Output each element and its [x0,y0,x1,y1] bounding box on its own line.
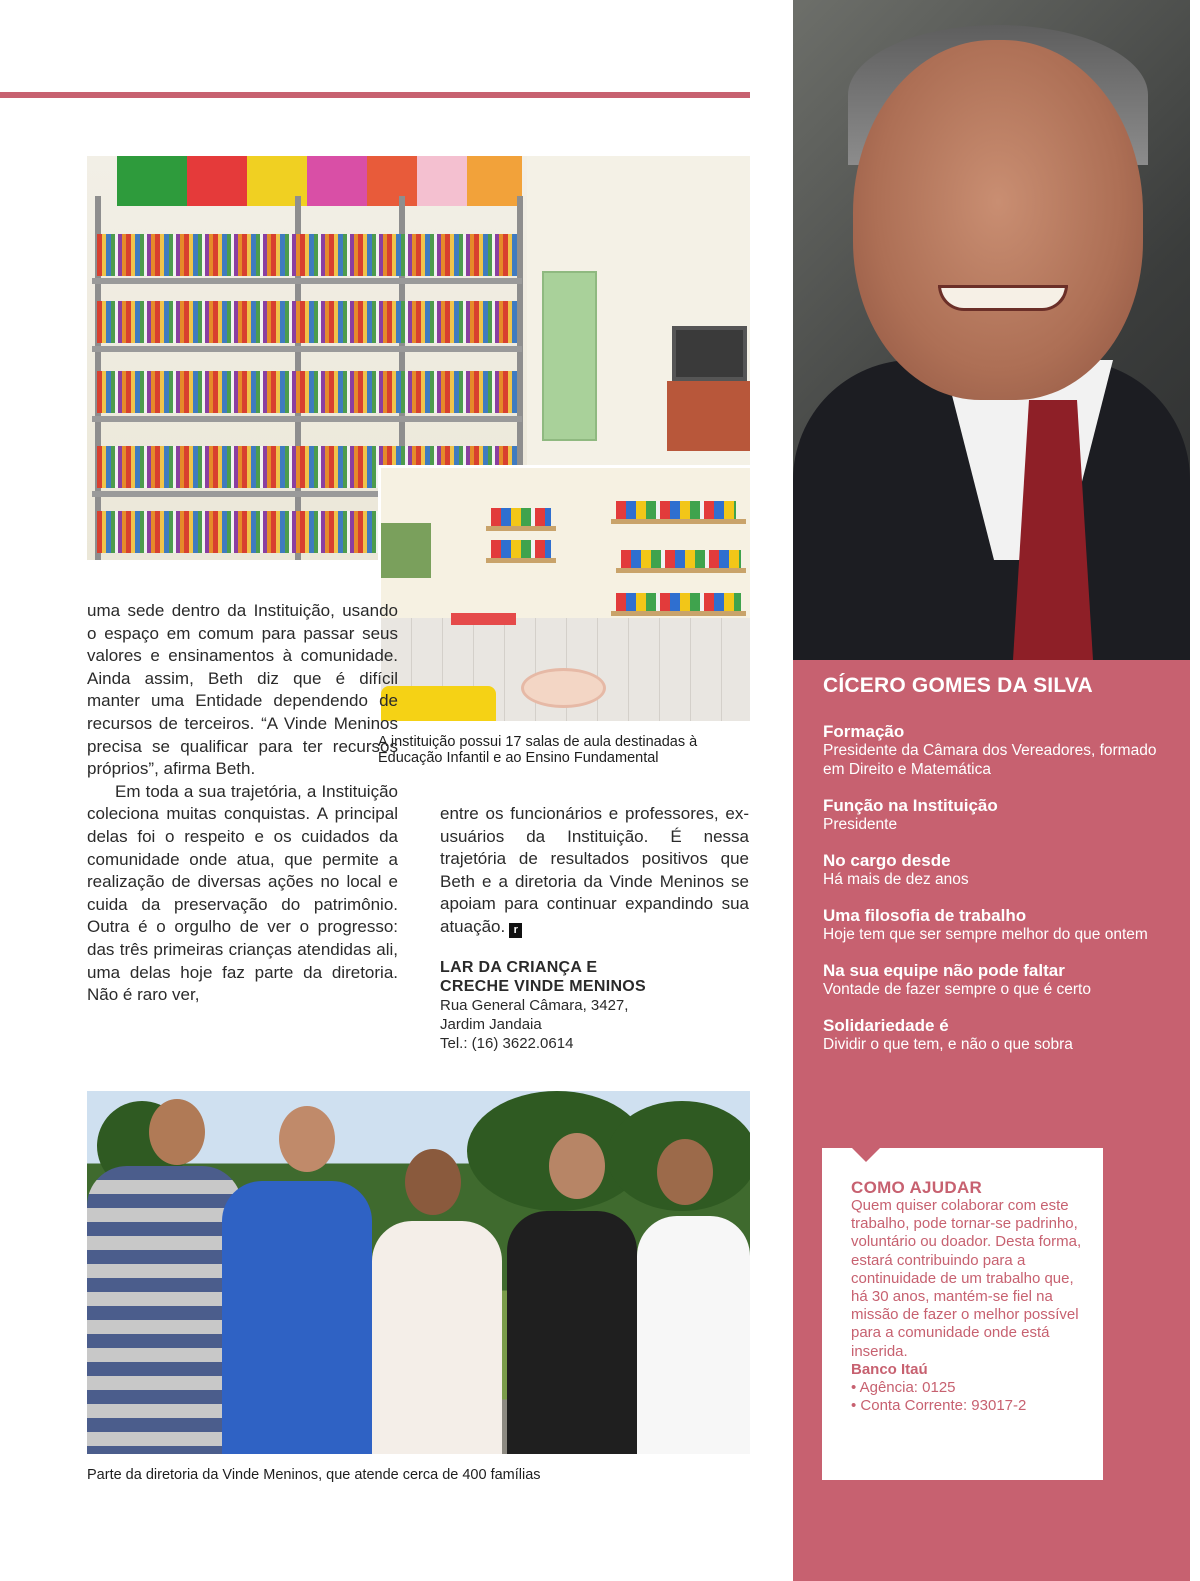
bank-account: • Conta Corrente: 93017-2 [851,1397,1027,1415]
classroom-shelf [611,519,746,524]
library-shelf [92,416,522,422]
institution-name: CRECHE VINDE MENINOS [440,978,647,995]
classroom-caption: A instituição possui 17 salas de aula destinadas à Educação Infantil e ao Ensino Fundamental [378,734,698,766]
institution-address: Rua General Câmara, 3427, [440,997,629,1014]
profile-details [823,722,1173,1071]
bank-agency: • Agência: 0125 [851,1379,956,1397]
profile-item-value: Presidente [823,816,898,833]
profile-item [823,1016,1173,1054]
profile-item-value: Vontade de fazer sempre o que é certo [823,981,1091,998]
classroom-window [381,523,431,578]
profile-item-label: Solidariedade é [823,1016,949,1035]
portrait-photo [793,0,1190,660]
library-door [542,271,597,441]
library-books-row [97,301,517,343]
person-head [549,1133,605,1199]
library-shelf [92,278,522,284]
institution-address: Jardim Jandaia [440,1016,542,1033]
portrait-face [853,40,1143,400]
person-1 [87,1166,242,1454]
library-books-row [97,371,517,413]
end-of-article-icon: r [509,923,522,938]
profile-item-value: Hoje tem que ser sempre melhor do que ontem [823,926,1148,943]
article-column-left [87,600,398,1007]
person-5 [637,1216,750,1454]
how-to-help-title: COMO AJUDAR [851,1178,983,1197]
person-2 [222,1181,372,1454]
classroom-toys [616,593,741,611]
classroom-shelf [616,568,746,573]
profile-item-label: Na sua equipe não pode faltar [823,961,1065,980]
profile-item-value: Presidente da Câmara dos Vereadores, formado em Direito e Matemática [823,742,1157,778]
classroom-toys [491,540,551,558]
profile-item [823,722,1173,779]
person-head [657,1139,713,1205]
profile-item [823,961,1173,999]
institution-name: LAR DA CRIANÇA E [440,959,598,976]
profile-item-label: Uma filosofia de trabalho [823,906,1027,925]
article-column-right [440,803,749,939]
classroom-toys [491,508,551,526]
classroom-photo [378,465,750,721]
profile-item [823,851,1173,889]
profile-item [823,906,1173,944]
library-boxes [117,156,522,206]
board-group-photo [87,1091,750,1454]
article-paragraph: Em toda a sua trajetória, a Instituição coleciona muitas conquistas. A principal delas foi o respeito e os cuidados da comunidade onde atua, que permite a realização de diversas ações no local e cuida da preservação do patrimônio. Outra é o orgulho de ver o progresso: das três primeiras crianças atendidas ali, uma delas hoje faz parte da diretoria. Não é raro ver, [87,781,398,1005]
library-tv [672,326,747,381]
library-shelf [92,346,522,352]
callout-notch-icon [852,1148,880,1162]
person-head [149,1099,205,1165]
how-to-help-text: Quem quiser colaborar com este trabalho, pode tornar-se padrinho, voluntário ou doador. Desta forma, estará contribuindo para a continuidade de um trabalho que, há 30 anos, mantém-se fiel na missão de fazer o melhor possível para a comunidade onde está inserida. [851,1197,1082,1360]
library-books-row [97,234,517,276]
classroom-shelf [611,611,746,616]
profile-item [823,796,1173,834]
profile-item-value: Há mais de dez anos [823,871,969,888]
profile-item-label: Função na Instituição [823,796,998,815]
group-caption: Parte da diretoria da Vinde Meninos, que atende cerca de 400 famílias [87,1467,541,1483]
how-to-help-content [851,1178,1086,1415]
classroom-toys [616,501,736,519]
classroom-sofa [381,686,496,721]
library-cabinet [667,381,750,451]
top-accent-rule [0,92,750,98]
classroom-shelf [486,526,556,531]
institution-phone: Tel.: (16) 3622.0614 [440,1035,574,1052]
classroom-toys [621,550,741,568]
person-4 [507,1211,637,1454]
article-paragraph: entre os funcionários e professores, ex-usuários da Instituição. É nessa trajetória de resultados positivos que Beth e a diretoria da Vinde Meninos se apoiam para continuar expandindo sua atuação. [440,804,749,936]
person-head [279,1106,335,1172]
classroom-table [451,613,516,625]
profile-name: CÍCERO GOMES DA SILVA [823,674,1093,697]
article-paragraph: uma sede dentro da Instituição, usando o espaço em comum para passar seus valores e ensinamentos à comunidade. Ainda assim, Beth diz que é difícil manter uma Entidade dependendo de recursos de terceiros. “A Vinde Meninos precisa se qualificar para ter recursos próprios”, afirma Beth. [87,601,398,779]
classroom-shelf [486,558,556,563]
classroom-rug [521,668,606,708]
how-to-help-box [822,1148,1103,1480]
profile-item-value: Dividir o que tem, e não o que sobra [823,1036,1073,1053]
person-3 [372,1221,502,1454]
institution-contact [440,958,749,1053]
profile-item-label: No cargo desde [823,851,951,870]
bank-name: Banco Itaú [851,1360,928,1378]
portrait-smile [938,285,1068,311]
profile-item-label: Formação [823,722,905,741]
person-head [405,1149,461,1215]
